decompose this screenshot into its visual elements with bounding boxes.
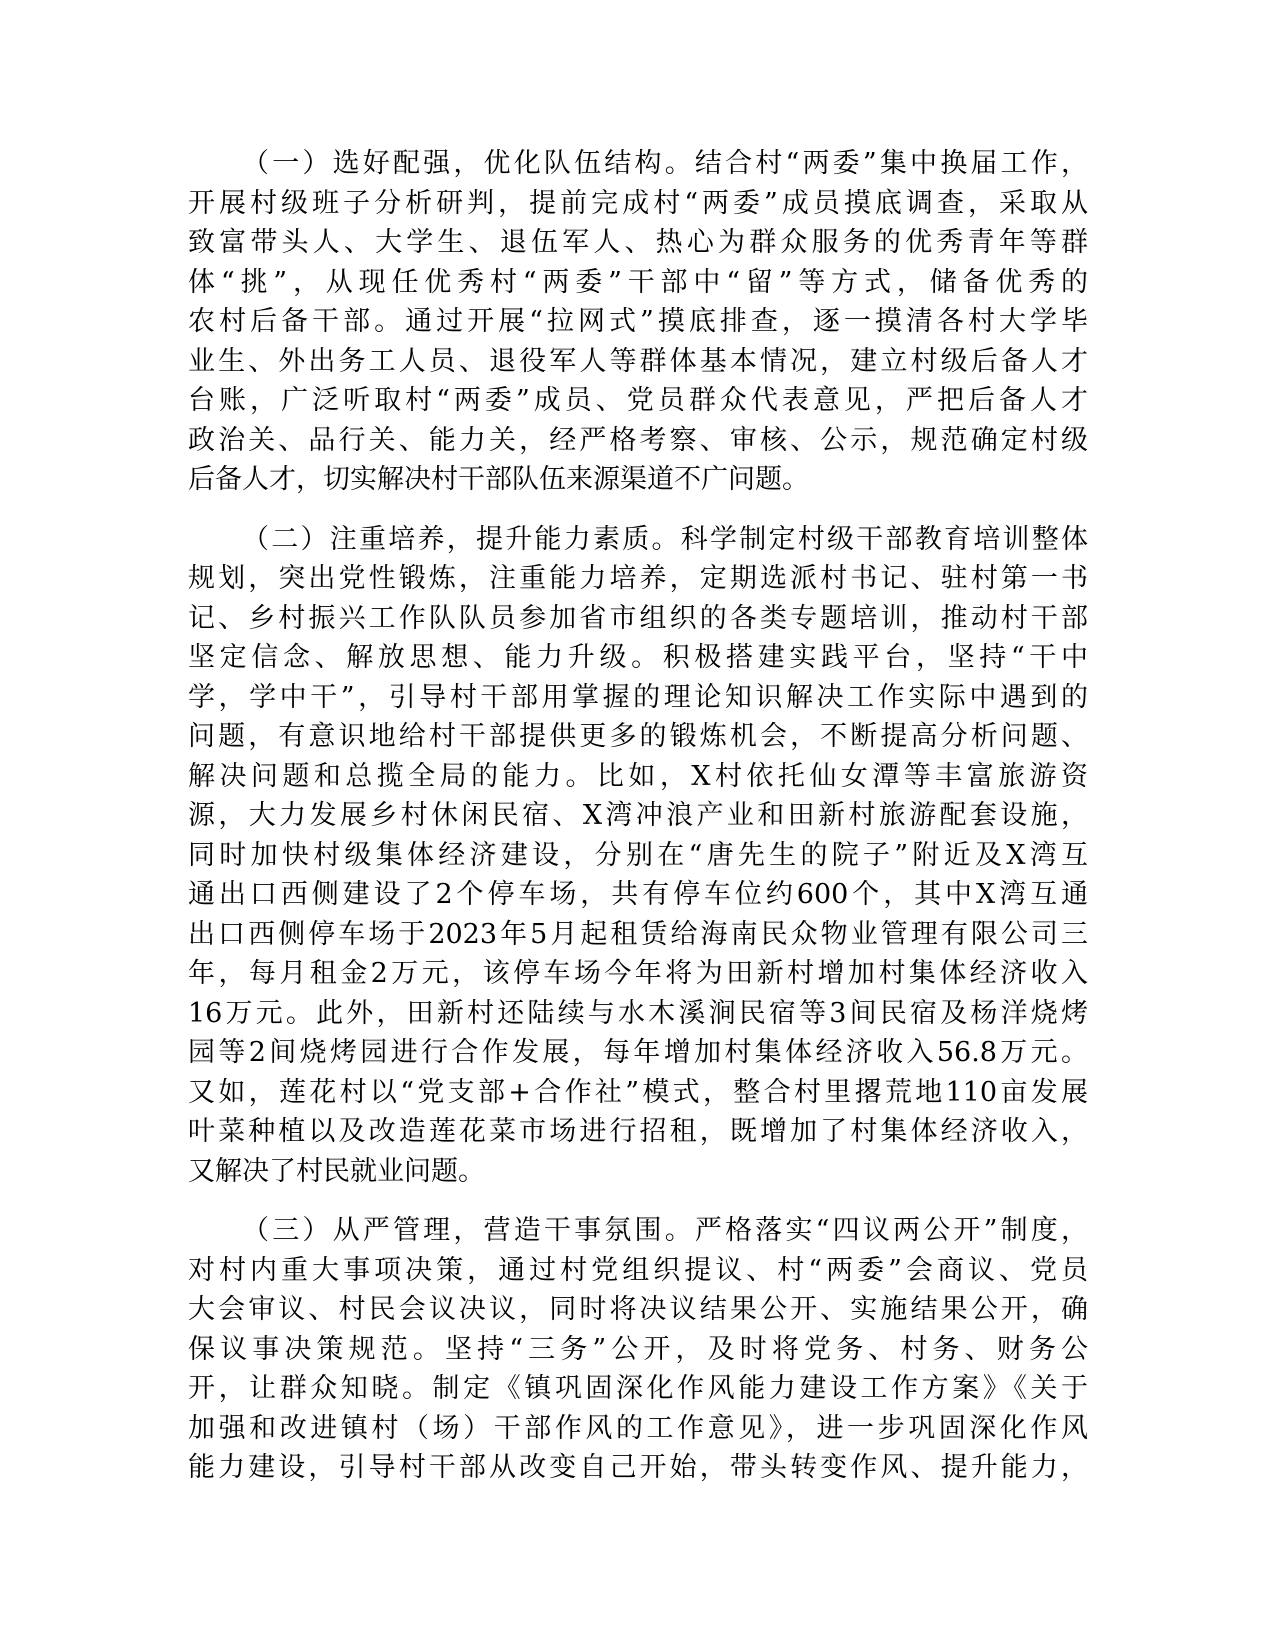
paragraph-2 bbox=[188, 520, 1088, 1192]
paragraph-line: 同时加快村级集体经济建设，分别在“唐先生的院子”附近及X湾互 bbox=[188, 839, 1088, 871]
paragraph-line: 对村内重大事项决策，通过村党组织提议、村“两委”会商议、党员 bbox=[188, 1254, 1088, 1286]
paragraph-line: 开，让群众知晓。制定《镇巩固深化作风能力建设工作方案》《关于 bbox=[188, 1373, 1088, 1404]
paragraph-1 bbox=[188, 144, 1088, 500]
paragraph-line: 叶菜种植以及改造莲花菜市场进行招租，既增加了村集体经济收入， bbox=[188, 1116, 1088, 1147]
paragraph-line: 政治关、品行关、能力关，经严格考察、审核、公示，规范确定村级 bbox=[188, 424, 1088, 456]
paragraph-line: 坚定信念、解放思想、能力升级。积极搭建实践平台，坚持“干中 bbox=[188, 642, 1088, 673]
paragraph-line: 后备人才，切实解决村干部队伍来源渠道不广问题。 bbox=[188, 464, 809, 495]
paragraph-line: 业生、外出务工人员、退役军人等群体基本情况，建立村级后备人才 bbox=[188, 345, 1088, 377]
paragraph-line: 又解决了村民就业问题。 bbox=[188, 1155, 485, 1187]
paragraph-line: 通出口西侧建设了2个停车场，共有停车位约600个，其中X湾互通 bbox=[188, 879, 1088, 910]
paragraph-line: 保议事决策规范。坚持“三务”公开，及时将党务、村务、财务公 bbox=[188, 1333, 1088, 1365]
paragraph-line: 解决问题和总揽全局的能力。比如，X村依托仙女潭等丰富旅游资 bbox=[188, 760, 1088, 792]
paragraph-line: 加强和改进镇村（场）干部作风的工作意见》，进一步巩固深化作风 bbox=[188, 1412, 1088, 1444]
paragraph-line: 开展村级班子分析研判，提前完成村“两委”成员摸底调查，采取从 bbox=[188, 187, 1088, 219]
paragraph-line: 出口西侧停车场于2023年5月起租赁给海南民众物业管理有限公司三 bbox=[188, 918, 1088, 950]
paragraph-line: 问题，有意识地给村干部提供更多的锻炼机会，不断提高分析问题、 bbox=[188, 721, 1088, 752]
paragraph-line: 台账，广泛听取村“两委”成员、党员群众代表意见，严把后备人才 bbox=[188, 385, 1088, 416]
paragraph-line: 农村后备干部。通过开展“拉网式”摸底排查，逐一摸清各村大学毕 bbox=[188, 306, 1088, 337]
paragraph-line: 16万元。此外，田新村还陆续与水木溪涧民宿等3间民宿及杨洋烧烤 bbox=[188, 997, 1088, 1029]
paragraph-line: 体“挑”，从现任优秀村“两委”干部中“留”等方式，储备优秀的 bbox=[188, 266, 1088, 298]
paragraph-line: 源，大力发展乡村休闲民宿、X湾冲浪产业和田新村旅游配套设施， bbox=[188, 800, 1088, 831]
paragraph-line: 致富带头人、大学生、退伍军人、热心为群众服务的优秀青年等群 bbox=[188, 227, 1088, 258]
paragraph-line: （三）从严管理，营造干事氛围。严格落实“四议两公开”制度， bbox=[242, 1215, 1088, 1246]
paragraph-line: 年，每月租金2万元，该停车场今年将为田新村增加村集体经济收入 bbox=[188, 958, 1088, 989]
paragraph-line: （一）选好配强，优化队伍结构。结合村“两委”集中换届工作， bbox=[242, 148, 1088, 179]
paragraph-line: （二）注重培养，提升能力素质。科学制定村级干部教育培训整体 bbox=[242, 523, 1088, 555]
paragraph-line: 园等2间烧烤园进行合作发展，每年增加村集体经济收入56.8万元。 bbox=[188, 1037, 1088, 1068]
paragraph-line: 大会审议、村民会议决议，同时将决议结果公开、实施结果公开，确 bbox=[188, 1294, 1088, 1325]
paragraph-line: 规划，突出党性锻炼，注重能力培养，定期选派村书记、驻村第一书 bbox=[188, 563, 1088, 594]
paragraph-line: 记、乡村振兴工作队队员参加省市组织的各类专题培训，推动村干部 bbox=[188, 602, 1088, 634]
paragraph-3 bbox=[188, 1211, 1088, 1488]
paragraph-line: 能力建设，引导村干部从改变自己开始，带头转变作风、提升能力， bbox=[188, 1452, 1088, 1483]
paragraph-line: 学，学中干”，引导村干部用掌握的理论知识解决工作实际中遇到的 bbox=[188, 681, 1088, 713]
document-body bbox=[188, 144, 1088, 1508]
paragraph-line: 又如，莲花村以“党支部+合作社”模式，整合村里撂荒地110亩发展 bbox=[188, 1076, 1088, 1108]
